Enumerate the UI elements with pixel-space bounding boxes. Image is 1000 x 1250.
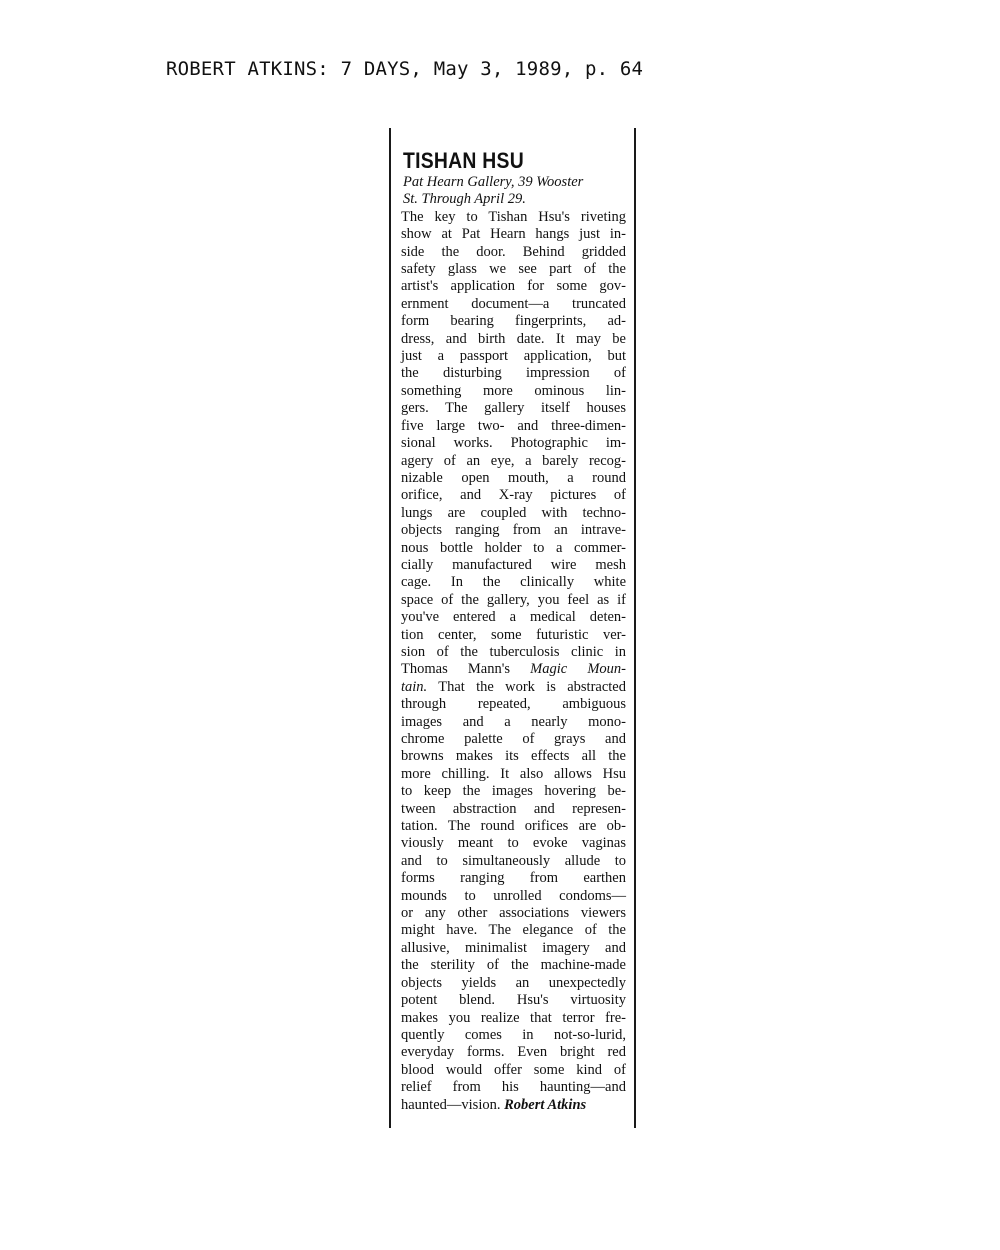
article-body-line: might have. The elegance of the — [401, 922, 626, 939]
column-rule-left — [389, 128, 391, 1128]
article-body-line: ernment document—a truncated — [401, 295, 626, 312]
article-body-line: space of the gallery, you feel as if — [401, 591, 626, 608]
article-body-line: tion center, some futuristic ver- — [401, 626, 626, 643]
article-body-line: lungs are coupled with techno- — [401, 504, 626, 521]
citation-header: ROBERT ATKINS: 7 DAYS, May 3, 1989, p. 64 — [166, 58, 644, 80]
article-body-line: and to simultaneously allude to — [401, 852, 626, 869]
article-body-line: viously meant to evoke vaginas — [401, 835, 626, 852]
article-body-text: haunted—vision. — [401, 1096, 505, 1113]
article-body-line: something more ominous lin- — [401, 382, 626, 399]
article-body-line: nous bottle holder to a commer- — [401, 539, 626, 556]
article-body-line: sion of the tuberculosis clinic in — [401, 643, 626, 660]
article-body-line: browns makes its effects all the — [401, 748, 626, 765]
article-body-line: chrome palette of grays and — [401, 731, 626, 747]
article-body-line: sional works. Photographic im- — [401, 435, 626, 452]
article-body-line — [401, 1097, 626, 1114]
article-body-line: tween abstraction and represen- — [401, 800, 626, 817]
column-rule-right — [634, 128, 636, 1128]
article-body-line: artist's application for some gov- — [401, 278, 626, 295]
article-body-line: relief from his haunting—and — [401, 1079, 626, 1096]
article-body-line: makes you realize that terror fre- — [401, 1009, 626, 1026]
article-body-line: mounds to unrolled condoms— — [401, 887, 626, 904]
article-body-line: cage. In the clinically white — [401, 574, 626, 591]
article-headline: TISHAN HSU — [403, 148, 524, 173]
article-body-line: objects yields an unexpectedly — [401, 974, 626, 991]
venue-line: Pat Hearn Gallery, 39 Wooster — [403, 174, 584, 190]
article-body-line: forms ranging from earthen — [401, 870, 626, 887]
article-body-line: cially manufactured wire mesh — [401, 556, 626, 573]
article-body-line: gers. The gallery itself houses — [401, 400, 626, 417]
article-body-line: orifice, and X-ray pictures of — [401, 487, 626, 504]
article-body — [401, 209, 626, 1114]
article-body-line: the disturbing impression of — [401, 365, 626, 382]
article-body-line: you've entered a medical deten- — [401, 609, 626, 626]
article-body-line: form bearing fingerprints, ad- — [401, 313, 626, 330]
article-body-line: dress, and birth date. It may be — [401, 330, 626, 347]
article-body-line: show at Pat Hearn hangs just in- — [401, 226, 626, 243]
article-body-line: tain. That the work is abstracted — [401, 678, 626, 695]
article-signature: Robert Atkins — [504, 1096, 587, 1113]
article-body-line: potent blend. Hsu's virtuosity — [401, 992, 626, 1009]
article-body-line: safety glass we see part of the — [401, 261, 626, 278]
article-body-line: Thomas Mann's Magic Moun- — [401, 661, 626, 678]
article-body-line: side the door. Behind gridded — [401, 243, 626, 260]
book-title-italic: Magic Moun- — [530, 661, 626, 678]
article-body-line: The key to Tishan Hsu's riveting — [401, 208, 626, 225]
article-body-line: everyday forms. Even bright red — [401, 1044, 626, 1061]
article-clipping — [397, 148, 626, 1114]
venue-line: St. Through April 29. — [403, 191, 526, 208]
article-body-line: quently comes in not-so-lurid, — [401, 1026, 626, 1043]
article-body-line: through repeated, ambiguous — [401, 696, 626, 713]
article-body-line: objects ranging from an intrave- — [401, 522, 626, 539]
book-title-italic: tain. — [401, 678, 428, 695]
article-body-line: or any other associations viewers — [401, 905, 626, 922]
article-body-line: nizable open mouth, a round — [401, 469, 626, 486]
article-body-line: allusive, minimalist imagery and — [401, 939, 626, 956]
article-body-line: tation. The round orifices are ob- — [401, 818, 626, 835]
article-body-line: the sterility of the machine-made — [401, 957, 626, 974]
article-body-line: more chilling. It also allows Hsu — [401, 765, 626, 782]
article-body-line: images and a nearly mono- — [401, 713, 626, 730]
article-body-line: blood would offer some kind of — [401, 1061, 626, 1078]
article-body-line: five large two- and three-dimen- — [401, 417, 626, 434]
article-body-line: agery of an eye, a barely recog- — [401, 452, 626, 469]
article-venue — [403, 174, 626, 209]
article-body-line: just a passport application, but — [401, 348, 626, 365]
article-body-line: to keep the images hovering be- — [401, 783, 626, 800]
